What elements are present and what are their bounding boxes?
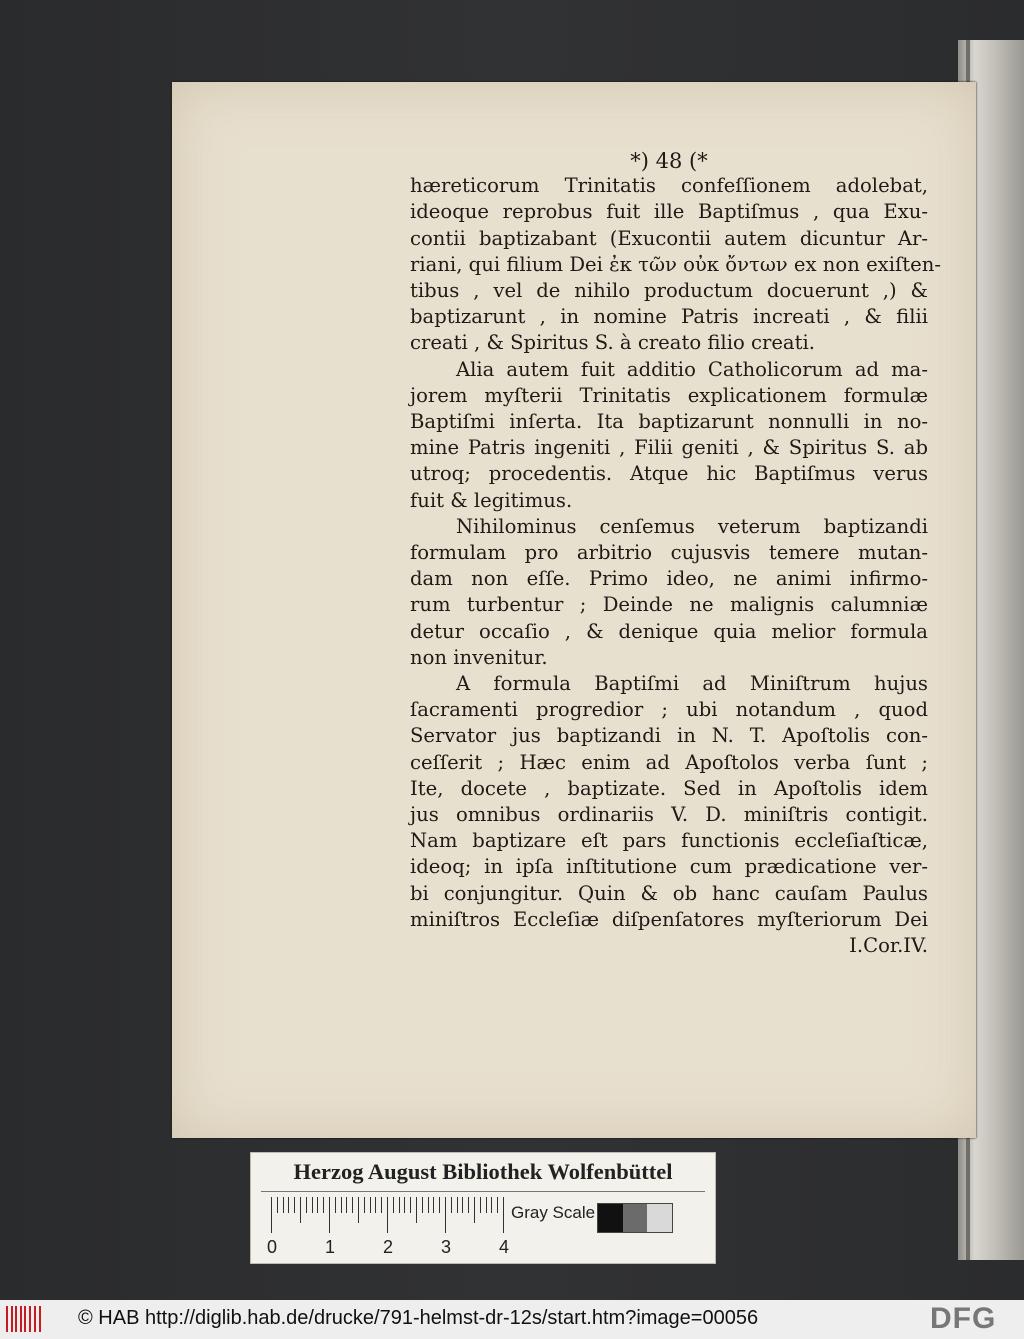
gray-swatch [647,1204,672,1232]
ruler-tick [364,1197,365,1213]
text-line: utroq; procedentis. Atque hic Baptiſmus verus [410,462,928,486]
ruler-tick [370,1197,371,1213]
ruler-tick [433,1197,434,1213]
ruler-tick [300,1197,301,1223]
ruler-tick [329,1197,330,1233]
text-line: tibus , vel de nihilo productum docuerunt ,) & [410,279,928,303]
ruler-tick [474,1197,475,1223]
gray-scale-label: Gray Scale [511,1203,596,1222]
gray-swatch [623,1204,648,1232]
ruler-tick [462,1197,463,1213]
ruler-tick [497,1197,498,1213]
ruler-tick [439,1197,440,1213]
ruler-tick [381,1197,382,1213]
text-line: miniſtros Eccleſiæ diſpenſatores myſteriorum Dei [410,907,928,931]
ruler-tick [410,1197,411,1213]
text-line: ideoq; in ipſa inſtitutione cum prædicatione ver- [410,855,928,879]
ruler-tick [317,1197,318,1213]
ruler-tick [393,1197,394,1213]
ruler-tick [271,1197,272,1233]
ruler-tick [352,1197,353,1213]
text-line: Alia autem fuit additio Catholicorum ad ma- [456,357,928,381]
ruler-tick [480,1197,481,1213]
text-line: I.Cor.IV. [849,934,928,958]
hab-logo-icon [6,1306,46,1332]
text-line: rum turbentur ; Deinde ne malignis calumniæ [410,593,928,617]
text-line: contii baptizabant (Exucontii autem dicuntur Ar- [410,226,928,250]
ruler-tick [288,1197,289,1213]
ruler-tick [468,1197,469,1213]
ruler-tick [335,1197,336,1213]
text-line: Servator jus baptizandi in N. T. Apoſtolis con- [410,724,928,748]
text-line: Baptiſmi inſerta. Ita baptizarunt nonnulli in no- [410,410,928,434]
ruler-tick [375,1197,376,1213]
text-line: riani, qui filium Dei ἐκ τῶν οὐκ ὄντων ex non exiſten- [410,252,941,276]
text-line: formulam pro arbitrio cujusvis temere mutan- [410,541,928,565]
text-line: ceſſerit ; Hæc enim ad Apoſtolos verba ſunt ; [410,750,928,774]
ruler-number: 1 [325,1237,336,1257]
text-line: bi conjungitur. Quin & ob hanc cauſam Paulus [410,881,928,905]
text-lines [410,173,941,959]
text-line: jorem myſterii Trinitatis explicationem formulæ [410,383,928,407]
ruler-tick [422,1197,423,1213]
ruler-tick [387,1197,388,1233]
ruler-number: 2 [383,1237,394,1257]
ruler-tick [503,1197,504,1233]
ruler-tick [451,1197,452,1213]
text-line: jus omnibus ordinariis V. D. miniſtris contigit. [410,803,928,827]
text-line: detur occaſio , & denique quia melior formula [410,619,928,643]
ruler-tick [283,1197,284,1213]
page-header: *) 48 (* [630,149,708,173]
gray-swatch [598,1204,623,1232]
ruler-tick [399,1197,400,1213]
ruler-tick [404,1197,405,1213]
text-line: ideoque reprobus fuit ille Baptiſmus , qua Exu- [410,200,928,224]
ruler-tick [312,1197,313,1213]
ruler-tick [428,1197,429,1213]
ruler-number: 0 [267,1237,278,1257]
ruler-tick [341,1197,342,1213]
gray-scale-swatches [597,1203,673,1233]
text-line: fuit & legitimus. [410,488,573,512]
ruler-tick [486,1197,487,1213]
text-line: hæreticorum Trinitatis confeſſionem adolebat, [410,174,928,198]
ruler-tick [346,1197,347,1213]
text-line: baptizarunt , in nomine Patris increati , & filii [410,305,928,329]
color-ruler-card [250,1152,716,1264]
ruler-number: 3 [441,1237,452,1257]
measurement-ruler [271,1197,503,1235]
ruler-tick [323,1197,324,1213]
dfg-logo: DFG [930,1302,997,1335]
text-line: mine Patris ingeniti , Filii geniti , & Spiritus S. ab [410,436,928,460]
copyright-url[interactable]: © HAB http://diglib.hab.de/drucke/791-helmst-dr-12s/start.htm?image=00056 [78,1307,759,1329]
text-line: Ite, docete , baptizate. Sed in Apoſtolis idem [410,776,928,800]
text-line: Nihilominus cenſemus veterum baptizandi [456,514,928,538]
text-line: ſacramenti progredior ; ubi notandum , quod [410,698,928,722]
ruler-tick [306,1197,307,1213]
page-text [410,148,941,959]
ruler-tick [491,1197,492,1213]
ruler-tick [416,1197,417,1223]
card-divider [261,1191,705,1192]
text-line: non invenitur. [410,645,548,669]
ruler-tick [294,1197,295,1213]
library-name: Herzog August Bibliothek Wolfenbüttel [293,1159,673,1184]
ruler-tick [457,1197,458,1213]
ruler-number: 4 [499,1237,510,1257]
text-line: dam non eſſe. Primo ideo, ne animi infirmo- [410,567,928,591]
ruler-tick [445,1197,446,1233]
text-line: Nam baptizare eſt pars functionis eccleſiaſticæ, [410,829,928,853]
text-line: creati , & Spiritus S. à creato filio creati. [410,331,815,355]
ruler-tick [277,1197,278,1213]
footer-bar [0,1300,1024,1339]
ruler-tick [358,1197,359,1223]
ruler-numbers [267,1237,511,1261]
text-line: A formula Baptiſmi ad Miniſtrum hujus [456,672,928,696]
